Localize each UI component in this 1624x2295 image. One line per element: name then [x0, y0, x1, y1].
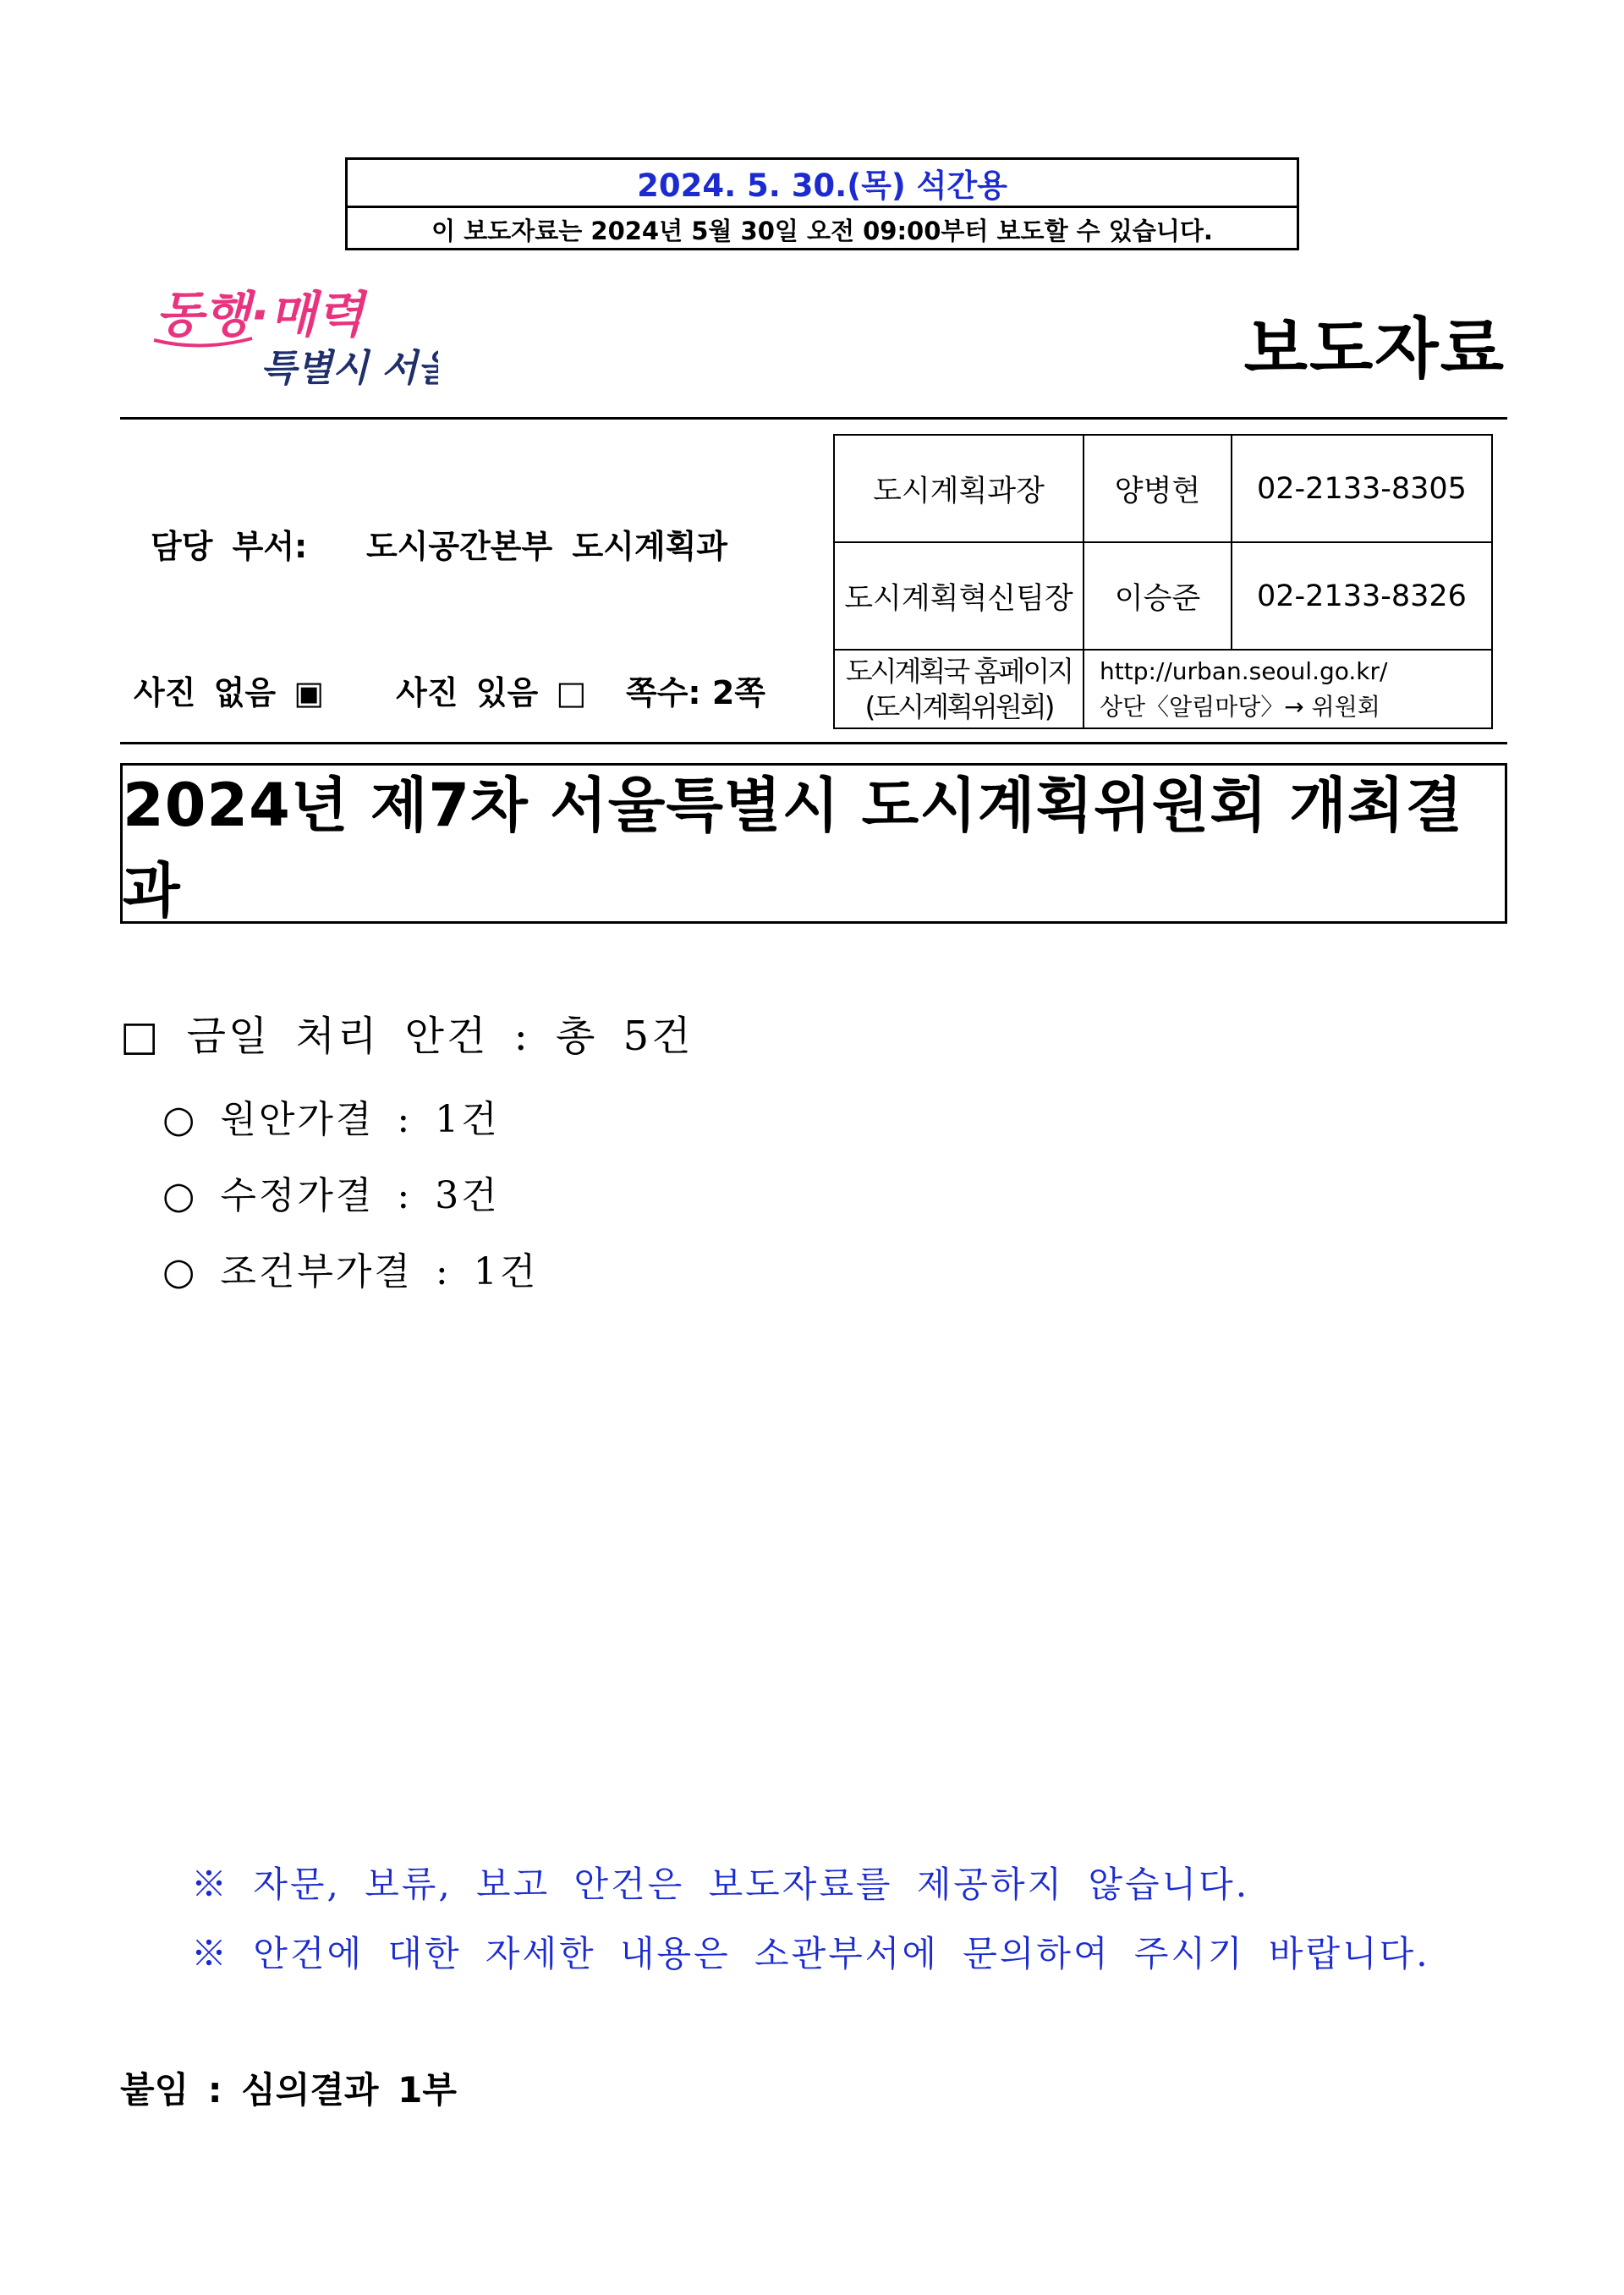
logo-line1: 동행·매력: [156, 286, 365, 343]
no-photo: 사진 없음 ▣: [134, 674, 325, 711]
logo-line2: 특별시 서울: [261, 347, 438, 390]
section-divider: [120, 742, 1507, 744]
homepage-label-line1: 도시계획국 홈페이지: [845, 654, 1073, 688]
contact-table: [833, 434, 1493, 729]
embargo-date: 2024. 5. 30.(목) 석간용: [348, 160, 1297, 208]
header-divider: [120, 417, 1507, 420]
homepage-label-line2: (도시계획위원회): [864, 689, 1053, 723]
summary-main: □ 금일 처리 안건 : 총 5건: [120, 1013, 694, 1060]
homepage-path: 상단〈알림마당〉→ 위원회: [1100, 692, 1380, 721]
seoul-logo: [151, 279, 438, 398]
department-line: [151, 520, 727, 567]
contact-name: 이승준: [1084, 542, 1232, 650]
department-value: 도시공간본부 도시계획과: [365, 528, 727, 565]
summary-item: ○ 조건부가결 : 1건: [162, 1250, 539, 1293]
contact-role: 도시계획과장: [834, 435, 1084, 542]
contact-role: 도시계획혁신팀장: [834, 542, 1084, 650]
homepage-label: [834, 650, 1084, 728]
homepage-url[interactable]: http://urban.seoul.go.kr/: [1100, 656, 1388, 685]
note-line: ※ 자문, 보류, 보고 안건은 보도자료를 제공하지 않습니다.: [191, 1864, 1250, 1905]
table-row: [834, 542, 1492, 650]
contact-phone: 02-2133-8305: [1232, 435, 1492, 542]
embargo-box: [345, 157, 1299, 250]
page-title: 2024년 제7차 서울특별시 도시계획위원회 개최결과: [120, 763, 1507, 924]
table-row: [834, 650, 1492, 728]
contact-phone: 02-2133-8326: [1232, 542, 1492, 650]
press-release-label: 보도자료: [1243, 311, 1506, 387]
embargo-notice: 이 보도자료는 2024년 5월 30일 오전 09:00부터 보도할 수 있습니다.: [431, 216, 1213, 245]
department-label: 담당 부서:: [151, 528, 308, 565]
photo-status: [134, 667, 586, 713]
attachment-line: 붙임 : 심의결과 1부: [120, 2069, 457, 2111]
note-line: ※ 안건에 대한 자세한 내용은 소관부서에 문의하여 주시기 바랍니다.: [191, 1933, 1430, 1974]
table-row: [834, 435, 1492, 542]
page-count: 쪽수: 2쪽: [626, 674, 765, 711]
has-photo: 사진 있음 □: [396, 674, 587, 711]
homepage-link-cell: [1084, 650, 1492, 728]
contact-name: 양병현: [1084, 435, 1232, 542]
summary-item: ○ 원안가결 : 1건: [162, 1098, 500, 1141]
summary-item: ○ 수정가결 : 3건: [162, 1174, 500, 1217]
